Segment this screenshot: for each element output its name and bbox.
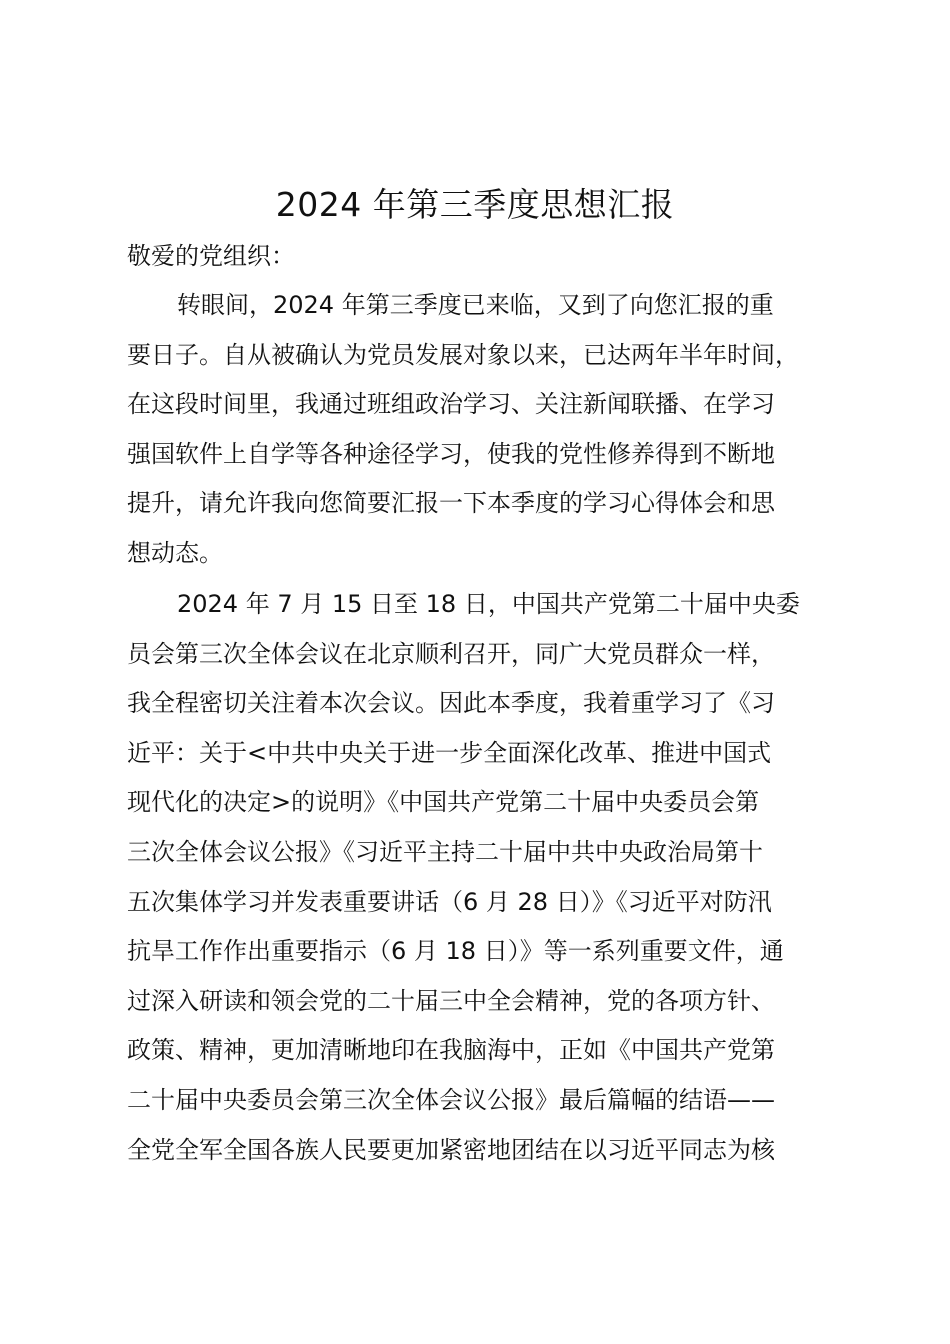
paragraph-line: 五次集体学习并发表重要讲话（6 月 28 日）》《习近平对防汛 bbox=[127, 887, 772, 916]
paragraph-line: 抗旱工作作出重要指示（6 月 18 日）》等一系列重要文件，通 bbox=[127, 937, 784, 966]
paragraph-line: 政策、精神，更加清晰地印在我脑海中，正如《中国共产党第 bbox=[127, 1036, 775, 1065]
paragraph-line: 要日子。自从被确认为党员发展对象以来，已达两年半年时间， bbox=[127, 340, 799, 369]
paragraph-line: 二十届中央委员会第三次全体会议公报》最后篇幅的结语—— bbox=[127, 1085, 775, 1114]
paragraph-line: 全党全军全国各族人民要更加紧密地团结在以习近平同志为核 bbox=[127, 1135, 775, 1164]
paragraph-line: 我全程密切关注着本次会议。因此本季度，我着重学习了《习 bbox=[127, 689, 775, 718]
paragraph-line: 三次全体会议公报》《习近平主持二十届中共中央政治局第十 bbox=[127, 837, 763, 866]
paragraph-line: 2024 年 7 月 15 日至 18 日，中国共产党第二十届中央委 bbox=[177, 590, 800, 618]
paragraph-line: 想动态。 bbox=[127, 538, 223, 567]
paragraph-2 bbox=[127, 580, 837, 1175]
salutation: 敬爱的党组织： bbox=[127, 242, 295, 270]
paragraph-line: 员会第三次全体会议在北京顺利召开，同广大党员群众一样， bbox=[127, 639, 775, 668]
paragraph-line: 提升，请允许我向您简要汇报一下本季度的学习心得体会和思 bbox=[127, 489, 775, 518]
paragraph-line: 转眼间，2024 年第三季度已来临，又到了向您汇报的重 bbox=[177, 291, 774, 319]
document-title: 2024 年第三季度思想汇报 bbox=[275, 185, 675, 224]
paragraph-line: 近平：关于<中共中央关于进一步全面深化改革、推进中国式 bbox=[127, 738, 772, 767]
paragraph-line: 过深入研读和领会党的二十届三中全会精神，党的各项方针、 bbox=[127, 986, 775, 1015]
paragraph-line: 强国软件上自学等各种途径学习，使我的党性修养得到不断地 bbox=[127, 439, 775, 468]
paragraph-1 bbox=[127, 281, 837, 579]
paragraph-line: 在这段时间里，我通过班组政治学习、关注新闻联播、在学习 bbox=[127, 390, 775, 419]
paragraph-line: 现代化的决定>的说明》《中国共产党第二十届中央委员会第 bbox=[127, 788, 760, 817]
